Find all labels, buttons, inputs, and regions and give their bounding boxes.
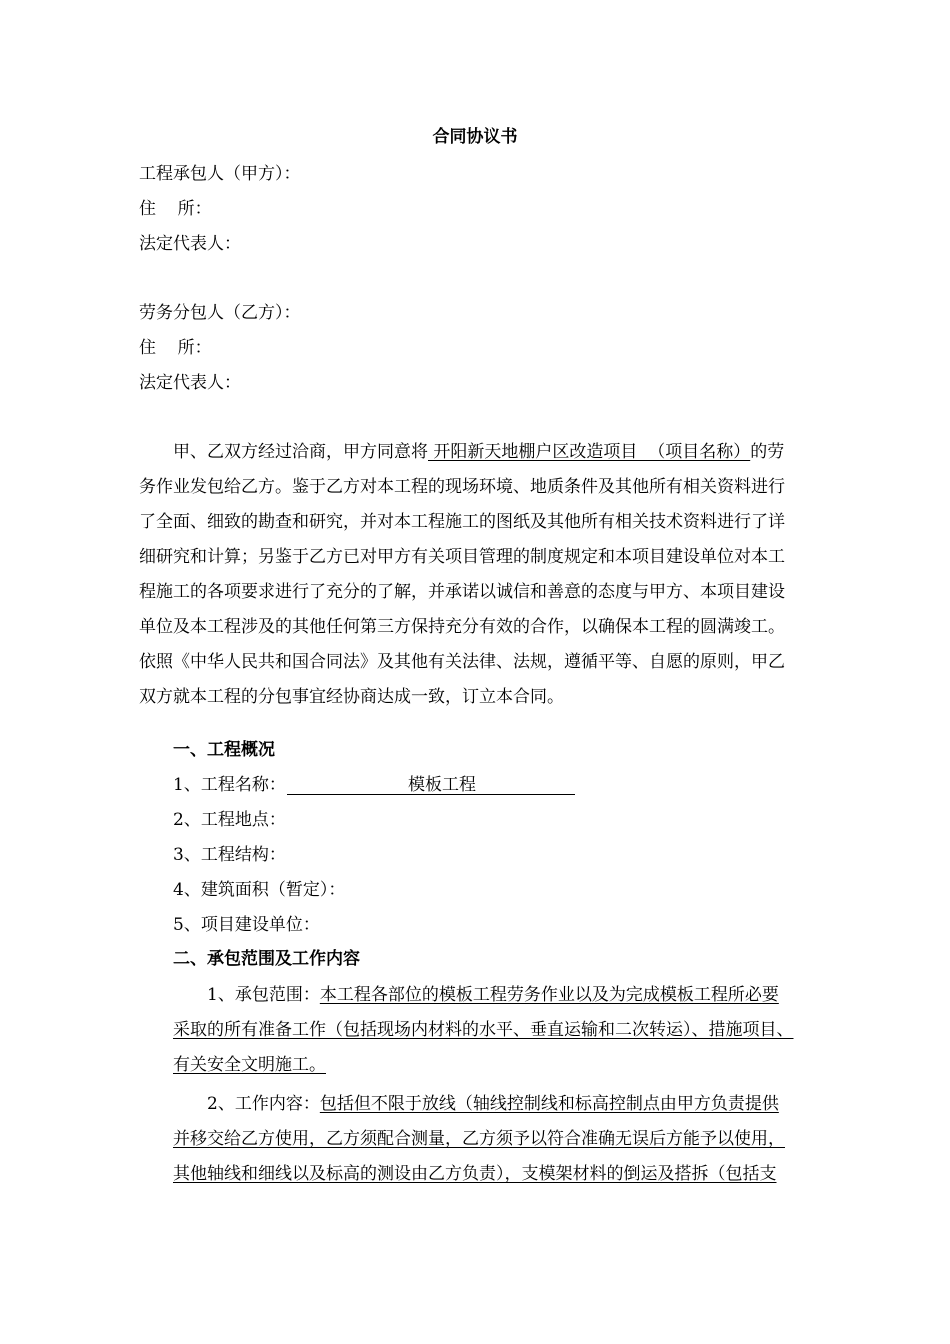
intro-text: 的劳 [750,442,785,462]
party-b-rep-label: 法定代表人： [139,373,241,393]
scope-label: 1、承包范围： [207,985,320,1005]
intro-line: 了全面、细致的勘查和研究，并对本工程施工的图纸及其他所有相关技术资料进行了详 [139,512,785,532]
intro-line: 细研究和计算；另鉴于乙方已对甲方有关项目管理的制度规定和本项目建设单位对本工 [139,547,785,567]
scope-row-1 [207,984,779,1006]
intro-line-1 [173,441,784,463]
party-b-address-label: 住 所： [139,338,212,358]
intro-line: 务作业发包给乙方。鉴于乙方对本工程的现场环境、地质条件及其他所有相关资料进行 [139,477,785,497]
section-1-heading: 一、工程概况 [173,740,275,760]
scope-text: 采取的所有准备工作（包括现场内材料的水平、垂直运输和二次转运）、措施项目、 [173,1020,794,1040]
project-name: 开阳新天地棚户区改造项目 （项目名称） [428,442,751,462]
work-text: 包括但不限于放线（轴线控制线和标高控制点由甲方负责提供 [319,1094,779,1114]
work-text: 其他轴线和细线以及标高的测设由乙方负责），支模架材料的倒运及搭拆（包括支 [173,1164,777,1184]
project-name-row [173,774,286,796]
work-text: 并移交给乙方使用，乙方须配合测量，乙方须予以符合准确无误后方能予以使用， [173,1129,785,1149]
project-name-label: 1、工程名称： [173,775,286,795]
building-area-label: 4、建筑面积（暂定）： [173,880,346,900]
intro-line: 程施工的各项要求进行了充分的了解，并承诺以诚信和善意的态度与甲方、本项目建设 [139,582,785,602]
intro-line: 单位及本工程涉及的其他任何第三方保持充分有效的合作，以确保本工程的圆满竣工。 [139,617,785,637]
party-a-rep-label: 法定代表人： [139,234,241,254]
party-a-address-label: 住 所： [139,199,212,219]
project-structure-label: 3、工程结构： [173,845,286,865]
document-title: 合同协议书 [432,127,518,147]
section-2-heading: 二、承包范围及工作内容 [173,949,360,969]
construction-unit-label: 5、项目建设单位： [173,915,320,935]
work-row-1 [207,1093,779,1115]
party-a-label: 工程承包人（甲方）： [139,164,301,184]
project-location-label: 2、工程地点： [173,810,286,830]
intro-text: 甲、乙双方经过洽商，甲方同意将 [173,442,428,462]
work-label: 2、工作内容： [207,1094,320,1114]
scope-text: 本工程各部位的模板工程劳务作业以及为完成模板工程所必要 [319,985,779,1005]
intro-line: 双方就本工程的分包事宜经协商达成一致，订立本合同。 [139,687,564,707]
project-name-value: 模板工程 [408,775,476,795]
intro-line: 依照《中华人民共和国合同法》及其他有关法律、法规，遵循平等、自愿的原则，甲乙 [139,652,785,672]
party-b-label: 劳务分包人（乙方）： [139,303,301,323]
scope-text: 有关安全文明施工。 [173,1055,326,1075]
